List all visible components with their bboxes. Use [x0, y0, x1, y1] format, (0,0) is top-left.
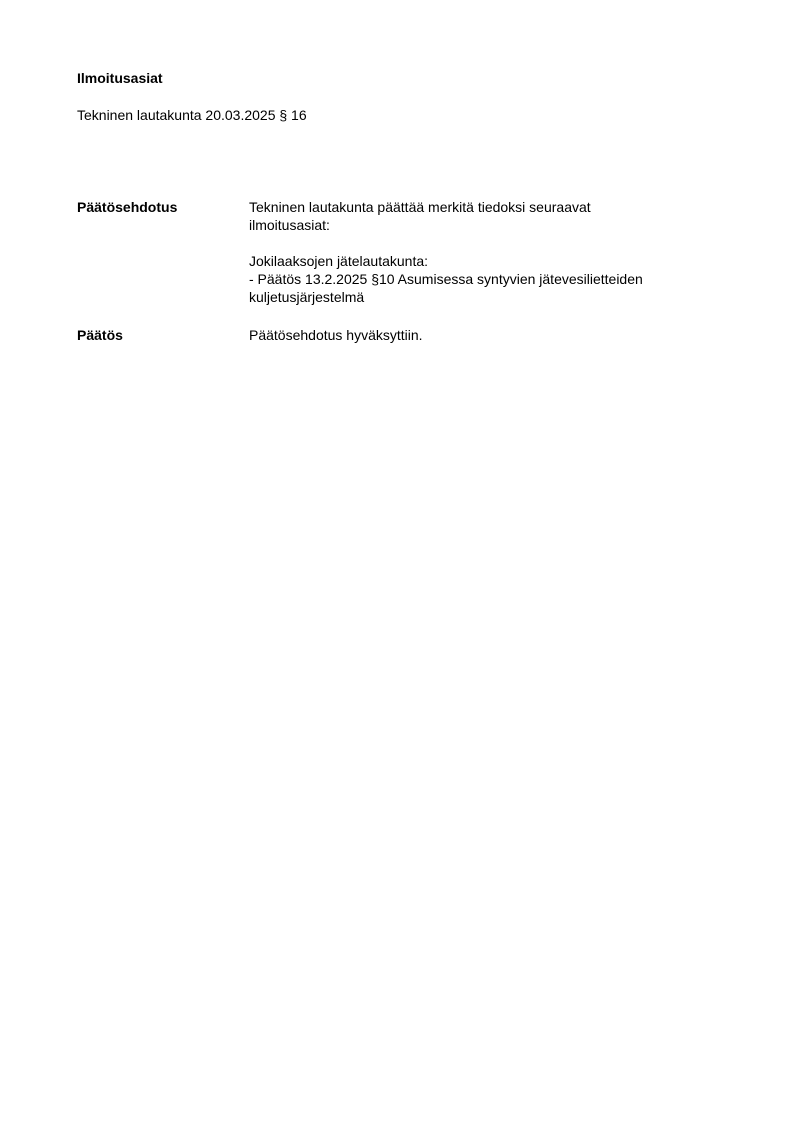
decision-section [77, 326, 717, 346]
proposal-item-line-2: kuljetusjärjestelmä [249, 289, 365, 305]
proposal-body [249, 198, 719, 306]
proposal-item-line-1: - Päätös 13.2.2025 §10 Asumisessa syntyvien jätevesilietteiden [249, 271, 643, 287]
paragraph-gap [249, 234, 719, 252]
proposal-section [77, 198, 717, 310]
proposal-text-line-1: Tekninen lautakunta päättää merkitä tiedoksi seuraavat [249, 199, 591, 215]
proposal-organization: Jokilaaksojen jätelautakunta: [249, 253, 429, 269]
proposal-text-line-2: ilmoitusasiat: [249, 217, 330, 233]
decision-label: Päätös [77, 327, 123, 343]
document-title: Ilmoitusasiat [77, 70, 163, 86]
decision-body: Päätösehdotus hyväksyttiin. [249, 327, 423, 343]
proposal-label: Päätösehdotus [77, 199, 178, 215]
meeting-reference: Tekninen lautakunta 20.03.2025 § 16 [77, 107, 307, 123]
